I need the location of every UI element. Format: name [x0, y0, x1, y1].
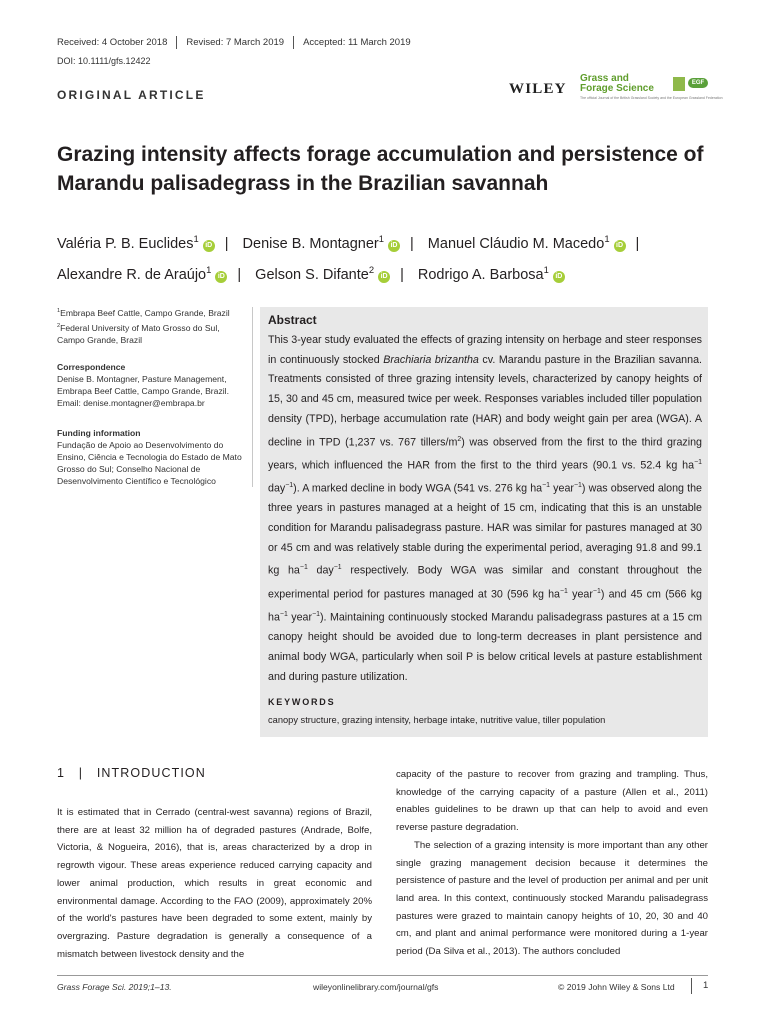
received-date: Received: 4 October 2018 [57, 37, 168, 48]
journal-logo [578, 73, 723, 105]
orcid-icon[interactable]: iD [614, 240, 626, 252]
footer-copyright: © 2019 John Wiley & Sons Ltd [558, 982, 675, 992]
paragraph: capacity of the pasture to recover from grazing and trampling. Thus, knowledge of the carrying capacity of a pasture (Allen et al., 2011) enables guidelines to be drawn up that can help to avoid and even reverse pasture degradation. [396, 769, 708, 834]
keywords-heading: KEYWORDS [268, 697, 336, 707]
correspondence-heading: Correspondence [57, 362, 126, 372]
funding-heading: Funding information [57, 428, 141, 438]
correspondence [57, 361, 242, 409]
footer-citation: Grass Forage Sci. 2019;1–13. [57, 982, 172, 992]
correspondence-text: Denise B. Montagner, Pasture Management, Embrapa Beef Cattle, Campo Grande, Brazil. [57, 374, 229, 396]
funding-text: Fundação de Apoio ao Desenvolvimento do Ensino, Ciência e Tecnologia do Estado de Mato Grosso do Sul; Conselho Nacional de Desenvolvimento Científico e Tecnológico [57, 440, 242, 486]
author[interactable]: Valéria P. B. Euclides$^1$iD [57, 236, 215, 252]
section-heading: 1 | INTRODUCTION [57, 766, 206, 780]
orcid-icon[interactable]: iD [553, 271, 565, 283]
accepted-date: Accepted: 11 March 2019 [293, 36, 420, 49]
article-title: Grazing intensity affects forage accumulation and persistence of Marandu palisadegrass in the Brazilian savannah [57, 143, 704, 195]
correspondence-email[interactable]: Email: denise.montagner@embrapa.br [57, 398, 205, 408]
abstract-text: This 3-year study evaluated the effects of grazing intensity on herbage and steer responses in continuously stocked Brachiaria brizantha cv. Marandu pasture in the Brazilian savanna. Treatments consisted of three grazing intensity levels, characterized by canopy heights of 15, 30 and 45 cm, measured twice per week. Responses variables included tiller population density (TPD), herbage accumulation rate (HAR) and body weight gain per area (WGA). A decline in TPD (1,237 vs. 767 tillers/$m^2$) was observed from the first to the third grazing years, which influenced the HAR from the first to the third years (90.1 vs. 52.4 kg $ha^{-1}$ day$^{-1}$). A marked decline in body WGA (541 vs. 276 kg $ha^{-1}$ year$^{-1}$) was observed along the three years in pastures managed at a height of 15 cm, indicating that this is an unstable condition for Marandu palisadegrass pasture. HAR was similar for pastures managed at 30 or 45 cm and was relatively stable during the experimental period, averaging 91.8 and 99.1 kg $ha^{-1}$ day$^{-1}$ respectively. Body WGA was similar and constant throughout the experimental period for pastures managed at 30 (596 kg $ha^{-1}$ year$^{-1}$) and 45 cm (566 kg $ha^{-1}$ year$^{-1}$). Maintaining continuously stocked Marandu palisadegrass pastures at a 15 cm canopy height should be avoided due to long-term decreases in plant persistence and animal body WGA, particularly when soil P is below critical levels at pasture establishment and during pasture utilization. [268, 334, 702, 683]
footer-url[interactable]: wileyonlinelibrary.com/journal/gfs [313, 982, 439, 992]
orcid-icon[interactable]: iD [388, 240, 400, 252]
keywords: canopy structure, grazing intensity, herbage intake, nutritive value, tiller population [268, 715, 606, 725]
page-number: 1 [703, 980, 709, 991]
publication-dates [57, 36, 420, 49]
funding [57, 427, 242, 487]
doi[interactable]: DOI: 10.1111/gfs.12422 [57, 56, 151, 66]
author-list: Valéria P. B. Euclides$^1$iD | Denise B. Montagner$^1$iD | Manuel Cláudio M. Macedo$^1$iD | Alexandre R. de Araújo$^1$iD | Gelson S. Difante$^2$iD | Rodrigo A. Barbosa$^1$iD [57, 233, 640, 283]
author[interactable]: Denise B. Montagner$^1$iD [243, 236, 400, 252]
paragraph: It is estimated that in Cerrado (central-west savanna) regions of Brazil, there are at least 32 million ha of degraded pastures (Andrade, Bolfe, Victoria, & Nogueira, 2016), that is, areas characterized by a drop in regrowth vigour. These areas experience reduced carrying capacity and lower animal production, which results in great economic and environmental damage. According to the FAO (2009), approximately 20% of the world's pastures have been degraded to some extent, mainly by overgrazing. Pasture degradation is generally a consequence of a mismatch between livestock density and the [57, 807, 372, 960]
article-type: ORIGINAL ARTICLE [57, 88, 206, 102]
author[interactable]: Gelson S. Difante$^2$iD [255, 267, 390, 283]
intro-column-1 [57, 804, 372, 963]
author[interactable]: Manuel Cláudio M. Macedo$^1$iD [428, 236, 626, 252]
footer-separator [691, 978, 692, 994]
publisher-logo: WILEY [509, 81, 567, 97]
bgs-badge-icon [673, 77, 685, 91]
orcid-icon[interactable]: iD [215, 271, 227, 283]
journal-logo-line1: Grass and [580, 73, 629, 84]
affiliation-2: $^2$Federal University of Mato Grosso do Sul, Campo Grande, Brazil [57, 322, 220, 345]
journal-logo-line2: Forage Science [580, 83, 654, 94]
abstract-heading: Abstract [268, 313, 317, 327]
revised-date: Revised: 7 March 2019 [176, 36, 293, 49]
orcid-icon[interactable]: iD [203, 240, 215, 252]
abstract-box [260, 307, 708, 737]
egf-badge: EGF [688, 78, 708, 88]
column-divider [252, 307, 253, 487]
paragraph: The selection of a grazing intensity is more important than any other single grazing management decision because it determines the persistence of pasture and the level of production per animal and per unit land area. In this context, continuously stocked Marandu palisadegrass pastures were grazed to maintain canopy heights of 10, 20, 30 and 40 cm, and plant and animal performance were monitored during a 1-year period (Da Silva et al., 2013). The authors concluded [396, 839, 708, 958]
author[interactable]: Rodrigo A. Barbosa$^1$iD [418, 267, 565, 283]
journal-logo-subtitle: The official Journal of the British Grassland Society and the European Grassland Federation [580, 96, 723, 100]
intro-column-2 [396, 766, 708, 961]
orcid-icon[interactable]: iD [378, 271, 390, 283]
author[interactable]: Alexandre R. de Araújo$^1$iD [57, 267, 227, 283]
footer-divider [57, 975, 708, 976]
affiliation-1: $^1$Embrapa Beef Cattle, Campo Grande, Brazil [57, 307, 230, 318]
